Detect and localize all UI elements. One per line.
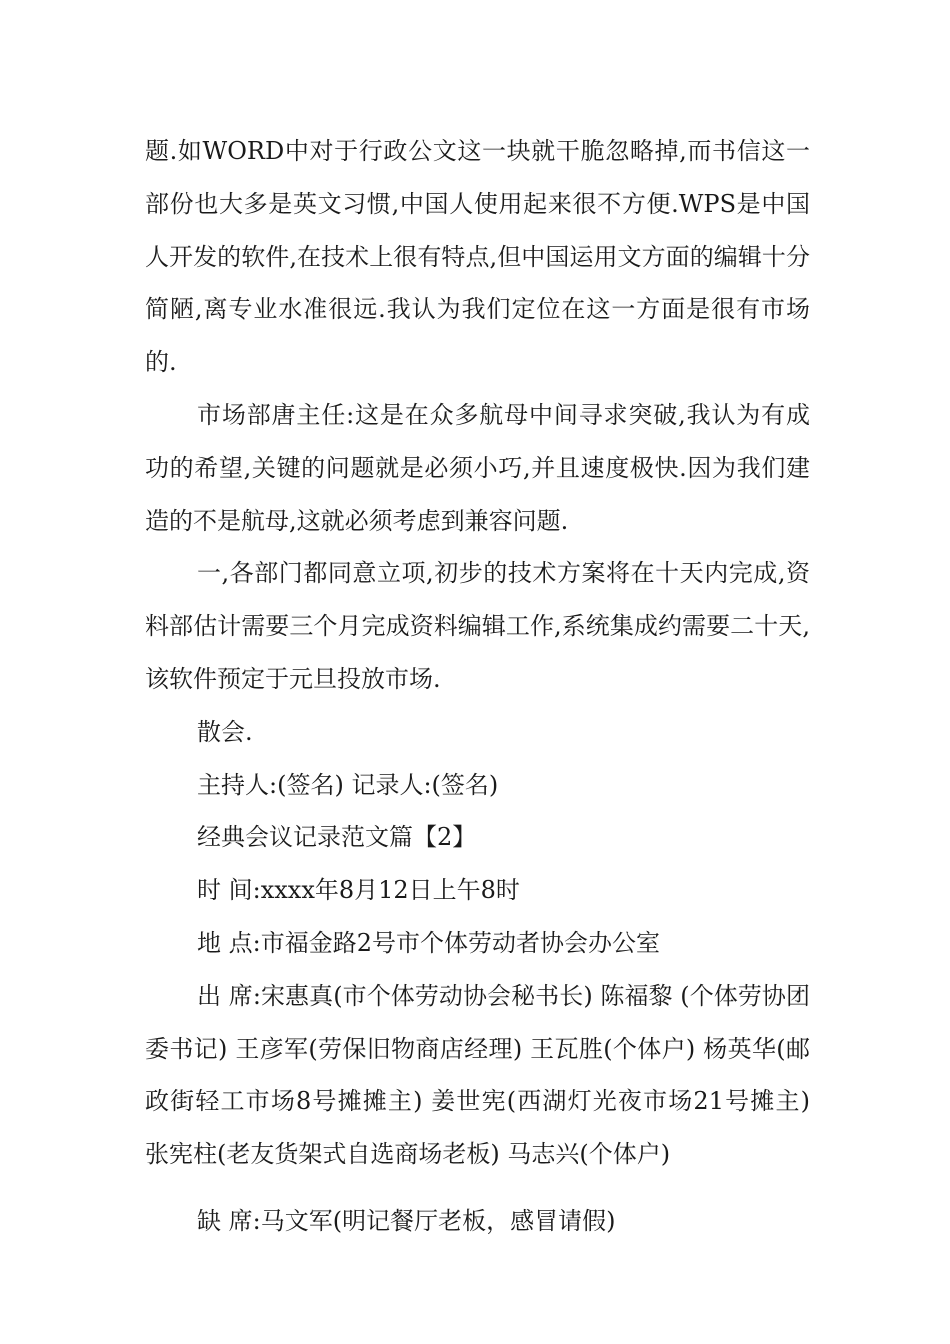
document-body <box>145 125 810 1248</box>
meeting-time: 时 间:xxxx年8月12日上午8时 <box>197 876 520 905</box>
paragraph-adjourn: 散会. <box>197 717 253 746</box>
paragraph-market-director: 市场部唐主任:这是在众多航母中间寻求突破,我认为有成功的希望,关键的问题就是必须小巧,并且速度极快.因为我们建造的不是航母,这就必须考虑到兼容问题. <box>145 400 810 535</box>
paragraph-signatures: 主持人:(签名) 记录人:(签名) <box>197 770 499 799</box>
meeting-location: 地 点:市福金路2号市个体劳动者协会办公室 <box>197 928 660 957</box>
paragraph-continuation: 题.如WORD中对于行政公文这一块就干脆忽略掉,而书信这一部份也大多是英文习惯,中国人使用起来很不方便.WPS是中国人开发的软件,在技术上很有特点,但中国运用文方面的编辑十分简陋,离专业水准很远.我认为我们定位在这一方面是很有市场的. <box>145 137 810 377</box>
meeting-absentees: 缺 席:马文军(明记餐厅老板，感冒请假) <box>197 1206 616 1235</box>
section-heading: 经典会议记录范文篇【2】 <box>197 823 477 852</box>
meeting-attendees: 出 席:宋惠真(市个体劳动协会秘书长) 陈福黎 (个体劳协团委书记) 王彦军(劳保旧物商店经理) 王瓦胜(个体户) 杨英华(邮政街轻工市场8号摊摊主) 姜世宪(西湖灯光夜市场21号摊主) 张宪柱(老友货架式自选商场老板) 马志兴(个体户) <box>145 981 810 1169</box>
paragraph-resolution: 一,各部门都同意立项,初步的技术方案将在十天内完成,资料部估计需要三个月完成资料编辑工作,系统集成约需要二十天,该软件预定于元旦投放市场. <box>145 559 810 693</box>
